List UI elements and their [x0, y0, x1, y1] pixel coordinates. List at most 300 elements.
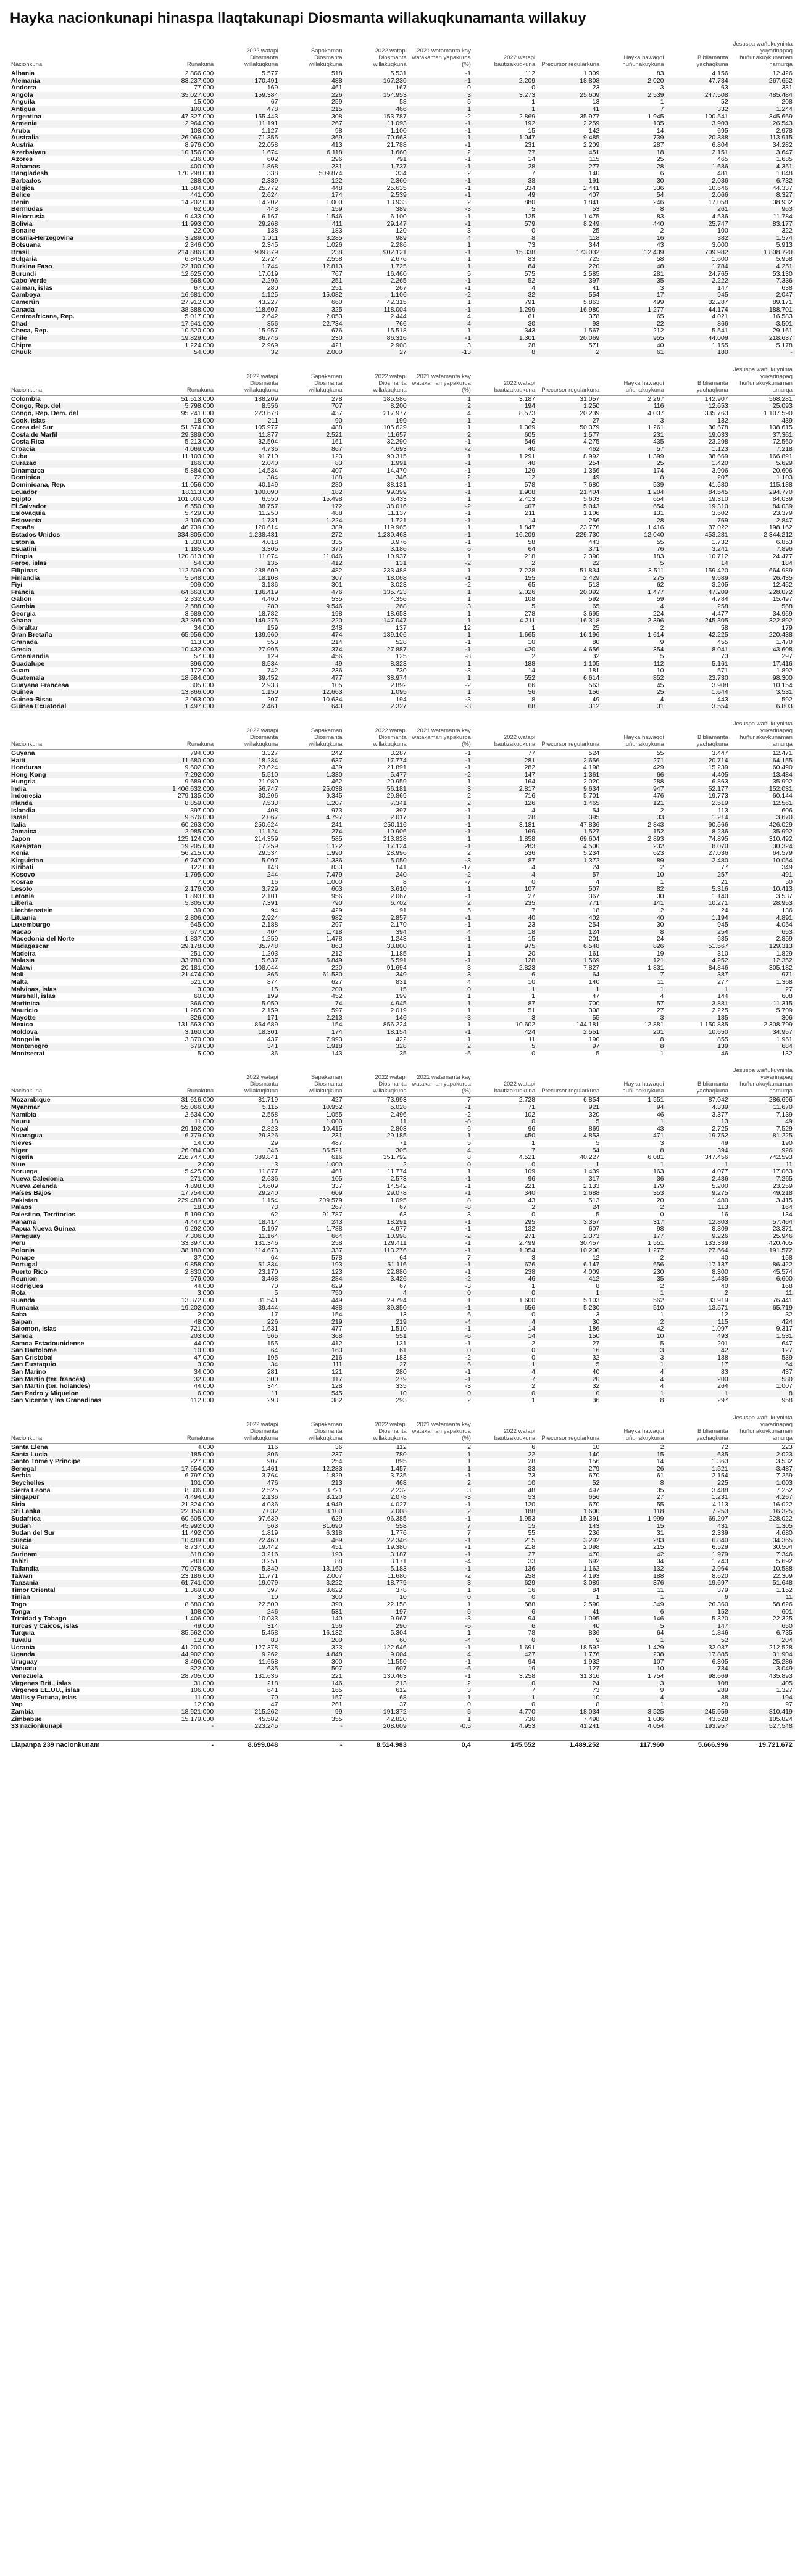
value-cell: 18.000: [194, 1203, 214, 1212]
country-name-cell: Reunion: [11, 1275, 37, 1283]
value-cell: 108: [524, 595, 536, 603]
country-name-cell: Malí: [11, 971, 24, 979]
value-cell: 112.509.000: [178, 567, 214, 575]
value-cell: 83: [270, 1637, 278, 1645]
value-cell: 439: [331, 764, 343, 772]
value-cell: 11.315: [773, 999, 793, 1007]
value-cell: 115: [717, 1318, 728, 1326]
value-cell: 5.425.000: [185, 1168, 214, 1176]
value-cell: 8: [531, 349, 536, 357]
value-cell: 4: [660, 1368, 664, 1376]
value-cell: 3.670: [776, 814, 793, 822]
country-name-cell: Barbados: [11, 176, 41, 184]
value-cell: 231: [331, 1132, 343, 1140]
value-cell: 3.289.000: [185, 234, 214, 242]
value-cell: 1.858: [518, 835, 536, 843]
value-cell: 38.180.000: [181, 1246, 214, 1254]
value-cell: 1: [467, 835, 471, 843]
value-cell: 54: [592, 1146, 600, 1154]
value-cell: 23.298: [708, 438, 728, 446]
value-cell: 1.330: [326, 770, 343, 778]
column-header: Bibliamanta yachaqkuna: [667, 720, 731, 750]
value-cell: 334: [524, 184, 536, 192]
column-header: 2022 watapi Diosmanta willakuqkuna: [216, 366, 280, 396]
value-cell: 1: [467, 942, 471, 950]
value-cell: -1: [465, 574, 471, 582]
country-name-cell: Mexico: [11, 1021, 33, 1029]
column-header: Precursor regularkuna: [538, 41, 602, 70]
value-cell: 235: [524, 899, 536, 907]
value-cell: 35: [656, 1486, 664, 1494]
country-name-cell: Honduras: [11, 764, 42, 772]
value-cell: 1.356: [583, 466, 600, 474]
country-name-cell: Togo: [11, 1601, 27, 1609]
value-cell: 4.193: [583, 1572, 600, 1580]
value-cell: 238: [524, 1268, 536, 1276]
total-value: 19.721.672: [731, 1740, 795, 1751]
value-cell: 3.622: [326, 1586, 343, 1594]
value-cell: 29.326: [258, 1132, 278, 1140]
value-cell: 365: [267, 971, 278, 979]
country-table: [10, 720, 795, 1058]
column-header: 2021 watamanta kay watakaman yapakurqa (%): [409, 366, 473, 396]
value-cell: 0: [467, 1593, 471, 1601]
country-name-cell: Venezuela: [11, 1672, 43, 1680]
table-row: [10, 1283, 795, 1290]
country-name-cell: Curazao: [11, 460, 37, 468]
value-cell: 258: [524, 1572, 536, 1580]
value-cell: 335: [331, 538, 343, 546]
value-cell: 2.642: [262, 313, 278, 321]
value-cell: 16: [721, 1210, 728, 1218]
value-cell: 411: [331, 220, 343, 228]
value-cell: 806: [267, 1450, 278, 1458]
value-cell: 296: [331, 155, 343, 163]
value-cell: 67.000: [194, 284, 214, 292]
value-cell: 1.261: [647, 424, 664, 432]
value-cell: 49: [335, 659, 343, 667]
value-cell: 280.000: [190, 1558, 214, 1566]
country-name-cell: Vanuatu: [11, 1665, 36, 1673]
value-cell: 337: [331, 1246, 343, 1254]
value-cell: 3: [596, 1311, 600, 1319]
value-cell: 6.735: [776, 1629, 793, 1637]
value-cell: 1.439: [583, 1168, 600, 1176]
value-cell: 3.000: [712, 241, 728, 249]
value-cell: -1: [465, 538, 471, 546]
value-cell: 51.334: [258, 1261, 278, 1269]
value-cell: 121: [652, 957, 664, 965]
value-cell: 7.336: [776, 277, 793, 285]
value-cell: 1.000: [326, 198, 343, 206]
value-cell: 42.225: [708, 631, 728, 639]
value-cell: 55: [656, 749, 664, 757]
value-cell: 47.327.000: [181, 112, 214, 120]
value-cell: 2.209: [518, 76, 536, 85]
value-cell: 169: [524, 828, 536, 836]
value-cell: 721.000: [190, 1325, 214, 1333]
value-cell: 2.063.000: [185, 695, 214, 703]
value-cell: 1.788: [326, 1225, 343, 1233]
value-cell: 200: [331, 1637, 343, 1645]
value-cell: 17.259: [258, 842, 278, 850]
value-cell: 30.504: [772, 1543, 793, 1551]
value-cell: 1.841: [583, 198, 600, 206]
value-cell: -: [340, 1722, 343, 1730]
value-cell: 24.765: [708, 270, 728, 278]
column-header: Runakuna: [152, 41, 216, 70]
country-name-cell: Ruanda: [11, 1297, 35, 1305]
value-cell: 90.566: [708, 820, 728, 828]
value-cell: 390: [331, 1601, 343, 1609]
value-cell: 8.327: [776, 191, 793, 199]
table-row: [10, 120, 795, 128]
value-cell: 9: [660, 638, 664, 646]
value-cell: 831: [396, 978, 407, 986]
value-cell: 27: [656, 1007, 664, 1015]
value-cell: 3.735: [390, 1472, 407, 1480]
value-cell: 183: [652, 552, 664, 560]
value-cell: 2.296: [262, 277, 278, 285]
value-cell: 1: [467, 299, 471, 307]
value-cell: 71.355: [258, 134, 278, 142]
value-cell: 32: [592, 1382, 600, 1390]
value-cell: 1: [467, 416, 471, 424]
value-cell: 332: [717, 105, 728, 114]
value-cell: 27: [528, 892, 536, 900]
value-cell: 30: [656, 921, 664, 929]
value-cell: 27.995: [258, 645, 278, 653]
value-cell: 121: [652, 799, 664, 807]
value-cell: -1: [465, 1182, 471, 1190]
value-cell: -1: [465, 842, 471, 850]
country-name-cell: Malta: [11, 978, 28, 986]
value-cell: 608: [781, 993, 793, 1001]
value-cell: 188: [331, 474, 343, 482]
column-header: 2022 watapi Diosmanta willakuqkuna: [216, 720, 280, 750]
value-cell: 24: [721, 906, 728, 914]
value-cell: 113.000: [191, 638, 214, 646]
value-cell: 1.106: [390, 291, 407, 299]
total-value: 0,4: [409, 1740, 473, 1751]
country-name-cell: Panama: [11, 1218, 36, 1226]
value-cell: 120: [524, 1500, 536, 1508]
value-cell: 96: [528, 1125, 536, 1133]
value-cell: 16.209: [515, 531, 536, 539]
value-cell: 159.384: [254, 91, 278, 99]
value-cell: 1.150.835: [699, 1021, 728, 1029]
column-header: Sapakaman Diosmanta willakuqkuna: [280, 1067, 344, 1097]
value-cell: 794.000: [190, 749, 214, 757]
total-value: 8.699.048: [216, 1740, 280, 1751]
value-cell: 26.435: [772, 574, 793, 582]
value-cell: 488: [331, 1303, 343, 1311]
value-cell: 4.054: [776, 921, 793, 929]
value-cell: 909.000: [190, 581, 214, 589]
value-cell: 539: [781, 1353, 793, 1361]
value-cell: 1.480: [712, 1196, 728, 1204]
table-row: [10, 1140, 795, 1147]
country-name-cell: Martinica: [11, 999, 40, 1007]
value-cell: 578: [331, 1253, 343, 1261]
value-cell: 3.554: [712, 703, 728, 711]
value-cell: 300: [267, 1375, 278, 1383]
country-name-cell: Mayotte: [11, 1013, 36, 1022]
value-cell: 1.477: [647, 588, 664, 596]
value-cell: 5.199.000: [185, 1210, 214, 1218]
value-cell: 11.191: [259, 120, 278, 128]
table-row: [10, 689, 795, 696]
value-cell: 63: [399, 1210, 407, 1218]
value-cell: 863: [331, 942, 343, 950]
value-cell: 629: [331, 1282, 343, 1290]
value-cell: 10.200: [580, 1246, 600, 1254]
value-cell: 10: [656, 1332, 664, 1340]
value-cell: 1.420: [712, 460, 728, 468]
value-cell: 945: [717, 921, 728, 929]
value-cell: 2.053: [326, 313, 343, 321]
value-cell: 8: [402, 878, 407, 886]
value-cell: 612: [396, 1686, 407, 1695]
value-cell: 34.969: [772, 609, 793, 617]
value-cell: 13: [592, 98, 600, 106]
value-cell: 232: [652, 842, 664, 850]
country-name-cell: Sudafrica: [11, 1514, 41, 1522]
value-cell: 129.411: [383, 1239, 407, 1247]
value-cell: 462: [588, 445, 600, 453]
value-cell: 4.770: [518, 1707, 536, 1715]
value-cell: 61: [399, 1347, 407, 1355]
value-cell: 553: [267, 638, 278, 646]
country-name-cell: Saipan: [11, 1318, 33, 1326]
value-cell: 139: [717, 1042, 728, 1051]
value-cell: 1.123: [712, 445, 728, 453]
value-cell: 203.000: [190, 1332, 214, 1340]
column-header: Jesuspa wañukuyninta yuyarinapaq huñunakuykunaman hamurqa: [731, 720, 795, 750]
value-cell: 38.932: [772, 198, 793, 206]
value-cell: 98: [335, 126, 343, 134]
value-cell: 1.744: [262, 263, 278, 271]
value-cell: 10.602: [515, 1021, 536, 1029]
value-cell: 1.305: [776, 1522, 793, 1530]
country-name-cell: Feroe, islas: [11, 559, 47, 568]
value-cell: -3: [465, 703, 471, 711]
country-name-cell: India: [11, 785, 27, 793]
value-cell: 481: [717, 170, 728, 178]
value-cell: 140: [588, 170, 600, 178]
value-cell: 2.188: [262, 921, 278, 929]
country-name-cell: Macedonia del Norte: [11, 935, 75, 943]
value-cell: 2.859: [776, 935, 793, 943]
value-cell: 367: [588, 892, 600, 900]
country-name-cell: Trinidad y Tobago: [11, 1615, 67, 1623]
value-cell: 677.000: [190, 928, 214, 936]
value-cell: 16: [270, 878, 278, 886]
value-cell: 3: [274, 1160, 278, 1168]
value-cell: 41.200.000: [181, 1643, 214, 1651]
value-cell: 84.846: [708, 964, 728, 972]
value-cell: 61: [528, 313, 536, 321]
value-cell: 8.976.000: [185, 141, 214, 149]
value-cell: 53: [528, 1493, 536, 1501]
value-cell: 261: [717, 205, 728, 213]
value-cell: 71: [528, 1104, 536, 1112]
value-cell: 2.539: [390, 191, 407, 199]
value-cell: 30.206: [258, 792, 278, 800]
value-cell: 7.391: [262, 899, 278, 907]
table-row: [10, 1709, 795, 1716]
value-cell: 12.663: [322, 688, 343, 696]
value-cell: 87: [528, 856, 536, 864]
value-cell: 36: [592, 1397, 600, 1405]
value-cell: 601: [781, 1608, 793, 1616]
value-cell: 251.000: [190, 949, 214, 957]
value-cell: -1: [465, 438, 471, 446]
value-cell: -1: [465, 184, 471, 192]
table-row: [10, 639, 795, 646]
table-row: [10, 1480, 795, 1487]
value-cell: 647: [781, 1339, 793, 1347]
value-cell: 2.078: [390, 1493, 407, 1501]
value-cell: 4: [660, 603, 664, 611]
value-cell: 57.000: [194, 653, 214, 661]
value-cell: 49: [721, 1139, 728, 1147]
value-cell: 3.531: [776, 688, 793, 696]
value-cell: 461: [331, 84, 343, 92]
value-cell: 26.069.000: [181, 134, 214, 142]
value-cell: 1.194: [712, 914, 728, 922]
value-cell: 28.953: [772, 899, 793, 907]
column-header: Hayka hawaqqi huñunakuykuna: [602, 1414, 666, 1444]
value-cell: 328: [396, 1042, 407, 1051]
value-cell: 118.004: [383, 305, 407, 313]
value-cell: 283: [652, 1536, 664, 1544]
value-cell: -: [790, 349, 793, 357]
value-cell: 1: [467, 255, 471, 263]
value-cell: 213.828: [383, 835, 407, 843]
value-cell: 605: [524, 431, 536, 439]
value-cell: -1: [465, 1536, 471, 1544]
country-name-cell: Niger: [11, 1146, 28, 1154]
value-cell: 4.009: [583, 1268, 600, 1276]
value-cell: 40: [592, 1368, 600, 1376]
value-cell: 2.026: [518, 588, 536, 596]
value-cell: 499: [652, 299, 664, 307]
value-cell: 22.346: [386, 1536, 407, 1544]
value-cell: 216.747.000: [177, 1154, 214, 1162]
table-row: [10, 886, 795, 893]
value-cell: 1.527: [583, 828, 600, 836]
value-cell: 32: [592, 653, 600, 661]
value-cell: 2: [660, 624, 664, 632]
value-cell: 7.529: [776, 1125, 793, 1133]
value-cell: 105: [331, 681, 343, 689]
value-cell: 790: [331, 899, 343, 907]
value-cell: 19.773: [708, 792, 728, 800]
value-cell: 194: [524, 402, 536, 410]
value-cell: 8.236: [712, 828, 728, 836]
value-cell: 1.674: [262, 148, 278, 156]
value-cell: 10.415: [322, 1125, 343, 1133]
value-cell: 5: [660, 559, 664, 568]
value-cell: 2.634.000: [185, 1110, 214, 1118]
value-cell: 2.413: [518, 495, 536, 503]
value-cell: -1: [465, 70, 471, 78]
value-cell: 14.542: [386, 1182, 407, 1190]
value-cell: 58: [656, 255, 664, 263]
value-cell: 3.023: [390, 581, 407, 589]
value-cell: 3.695: [583, 609, 600, 617]
value-cell: 64: [528, 545, 536, 553]
value-cell: 1.732: [712, 538, 728, 546]
value-cell: 42: [656, 1325, 664, 1333]
value-cell: 7.341: [390, 799, 407, 807]
value-cell: 3.511: [648, 567, 664, 575]
value-cell: 35.992: [772, 828, 793, 836]
value-cell: 1.574: [776, 234, 793, 242]
value-cell: 1: [660, 1361, 664, 1369]
value-cell: 32.287: [708, 299, 728, 307]
value-cell: 27: [656, 1493, 664, 1501]
value-cell: 109: [524, 1168, 536, 1176]
value-cell: 57.464: [772, 1218, 793, 1226]
value-cell: 4: [596, 878, 600, 886]
country-name-cell: Caiman, islas: [11, 284, 53, 292]
value-cell: 366.000: [190, 999, 214, 1007]
value-cell: 4: [660, 993, 664, 1001]
country-name-cell: Singapur: [11, 1493, 40, 1501]
value-cell: -1: [465, 155, 471, 163]
country-name-cell: Liberia: [11, 899, 33, 907]
value-cell: 8: [660, 1042, 664, 1051]
value-cell: 29.268: [258, 220, 278, 228]
value-cell: 2.636: [262, 1174, 278, 1183]
value-cell: 23.624: [258, 764, 278, 772]
value-cell: 412: [331, 1339, 343, 1347]
country-name-cell: Andorra: [11, 84, 36, 92]
value-cell: -2: [465, 559, 471, 568]
value-cell: 23.379: [772, 510, 793, 518]
value-cell: 16.980: [580, 305, 600, 313]
column-header: 2022 watapi Diosmanta willakuqkuna: [345, 41, 409, 70]
country-name-cell: Portugal: [11, 1261, 38, 1269]
value-cell: 5: [596, 1361, 600, 1369]
value-cell: 35.977: [580, 112, 600, 120]
value-cell: 60: [399, 1637, 407, 1645]
table-row: [10, 1333, 795, 1340]
value-cell: 275: [652, 574, 664, 582]
value-cell: 58: [399, 98, 407, 106]
value-cell: 5.115: [262, 1104, 278, 1112]
value-cell: 2.724: [262, 255, 278, 263]
value-cell: 3.089: [583, 1579, 600, 1587]
value-cell: 2.869: [518, 112, 536, 120]
value-cell: 9.433.000: [185, 212, 214, 220]
value-cell: 193: [331, 1550, 343, 1558]
value-cell: 3.908: [712, 681, 728, 689]
value-cell: 1: [467, 134, 471, 142]
value-cell: 231: [331, 162, 343, 170]
value-cell: 155: [267, 1339, 278, 1347]
value-cell: 477: [331, 674, 343, 682]
value-cell: 152.031: [768, 785, 793, 793]
value-cell: 18.301: [258, 1028, 278, 1036]
value-cell: 2.020: [647, 76, 664, 85]
value-cell: 117: [331, 1375, 343, 1383]
country-name-cell: Islandia: [11, 806, 36, 814]
value-cell: 335: [396, 1382, 407, 1390]
value-cell: 17.885: [708, 1651, 728, 1659]
